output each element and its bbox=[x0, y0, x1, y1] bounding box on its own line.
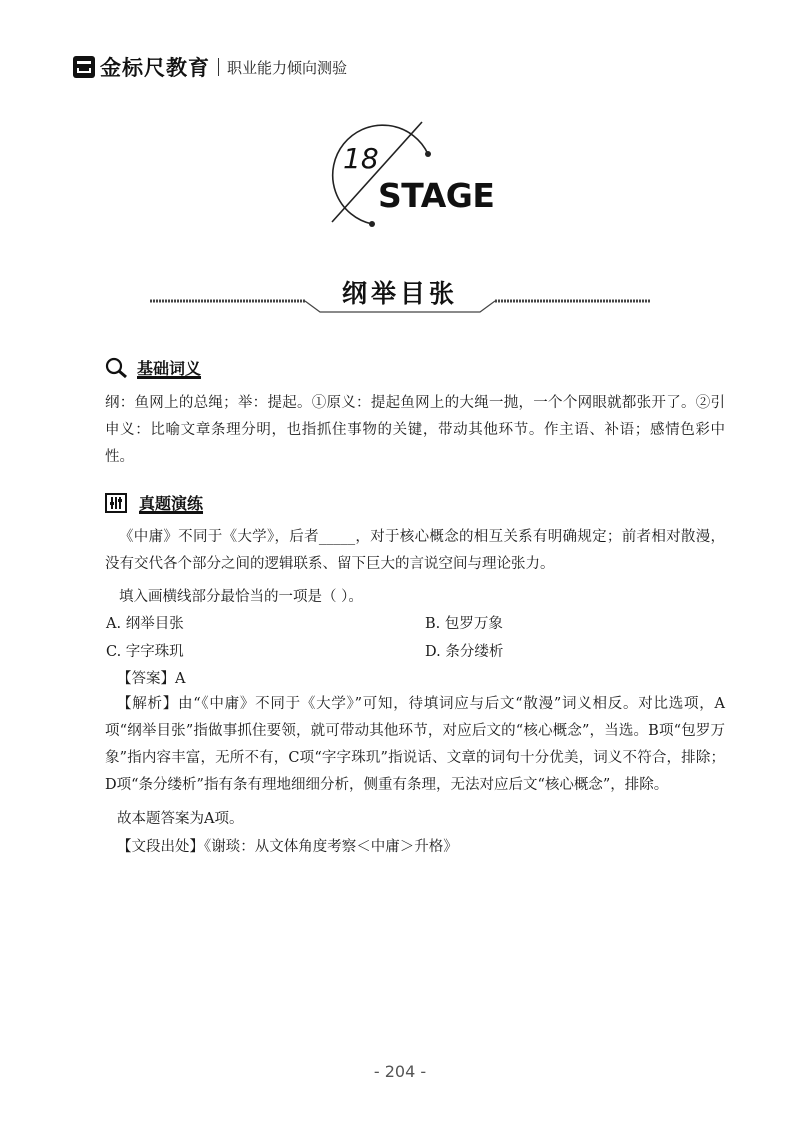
page-header bbox=[73, 50, 347, 84]
stage-number: 18 bbox=[343, 142, 379, 175]
brand-logo-icon bbox=[73, 56, 95, 78]
emblem-dot-bottom bbox=[369, 221, 375, 227]
option-c: C. 字字珠玑 bbox=[106, 644, 184, 660]
basic-meaning-text: 纲：鱼网上的总绳；举：提起。①原义：提起鱼网上的大绳一抛，一个个网眼就都张开了。②引申义：比喻文章条理分明，也指抓住事物的关键，带动其他环节。作主语、补语；感情色彩中性。 bbox=[105, 395, 725, 465]
source-line: 【文段出处】《谢琰：从文体角度考察＜中庸＞升格》 bbox=[117, 839, 458, 855]
question-text: 《中庸》不同于《大学》，后者_____，对于核心概念的相互关系有明确规定；前者相对散漫，没有交代各个部分之间的逻辑联系、留下巨大的言说空间与理论张力。 bbox=[105, 529, 725, 572]
option-d: D. 条分缕析 bbox=[425, 644, 504, 660]
answer-line: 【答案】A bbox=[117, 671, 186, 687]
header-divider bbox=[218, 58, 219, 76]
question-prompt: 填入画横线部分最恰当的一项是（ ）。 bbox=[119, 589, 363, 605]
emblem-dot-top bbox=[425, 151, 431, 157]
section-basic-meaning-heading bbox=[105, 356, 201, 379]
section-basic-meaning-title: 基础词义 bbox=[137, 359, 202, 378]
header-subtitle: 职业能力倾向测验 bbox=[227, 58, 348, 77]
option-b: B. 包罗万象 bbox=[425, 616, 503, 632]
section-practice-title: 真题演练 bbox=[139, 494, 204, 513]
stage-label: STAGE bbox=[378, 176, 495, 215]
analysis-text: 【解析】由“《中庸》不同于《大学》”可知，待填词应与后文“散漫”词义相反。对比选项，A项“纲举目张”指做事抓住要领，就可带动其他环节，对应后文的“核心概念”，当选。B项“包罗万象”指内容丰富，无所不有，C项“字字珠玑”指说话、文章的词句十分优美，词义不符合，排除；D项“条分缕析”指有条有理地细细分析，侧重有条理，无法对应后文“核心概念”，排除。 bbox=[105, 696, 725, 793]
chapter-title: 纲举目张 bbox=[341, 279, 458, 308]
option-a: A. 纲举目张 bbox=[106, 616, 184, 632]
page-number: - 204 - bbox=[373, 1062, 427, 1081]
brand-name: 金标尺教育 bbox=[100, 56, 210, 80]
practice-icon bbox=[105, 493, 127, 513]
section-practice-heading bbox=[105, 491, 203, 514]
magnifier-icon bbox=[105, 357, 129, 379]
conclusion-line: 故本题答案为A项。 bbox=[117, 811, 244, 827]
